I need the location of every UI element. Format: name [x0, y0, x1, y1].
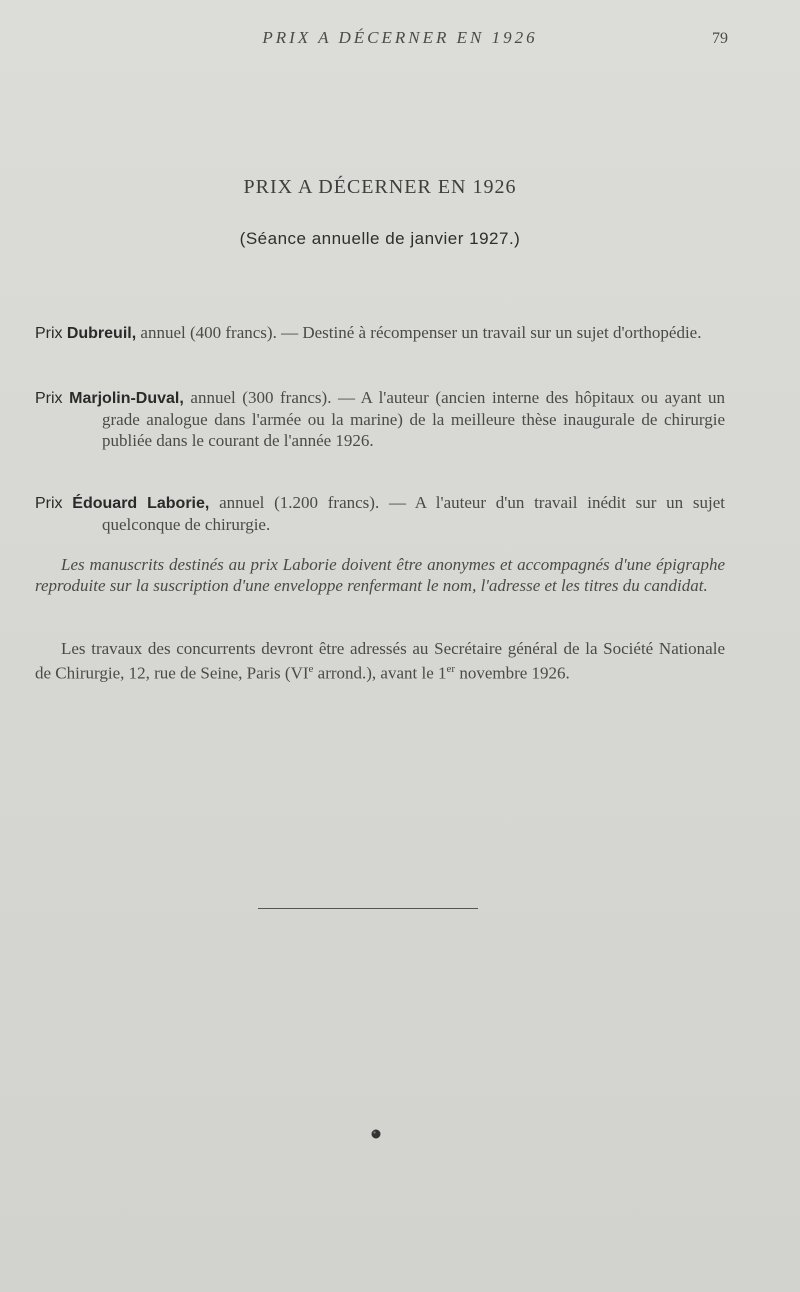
prize-description: annuel (300 francs). — A l'auteur (ancien interne des hôpitaux ou ayant un grade analogue dans l'armée ou la marine) de la meilleure thèse inaugurale de chirurgie publiée dans le courant de l'année 1926.	[102, 388, 726, 450]
prize-dubreuil	[35, 322, 725, 344]
prize-marjolin-duval	[35, 387, 725, 451]
page-subtitle: (Séance annuelle de janvier 1927.)	[239, 229, 521, 248]
closing-text-after: novembre 1926.	[455, 663, 570, 683]
closing-text-middle: arrond.), avant le 1	[313, 663, 447, 683]
section-divider	[258, 908, 478, 909]
prize-name: Édouard Laborie,	[72, 495, 210, 512]
prize-name: Marjolin-Duval,	[69, 390, 184, 407]
prize-prefix: Prix	[35, 495, 63, 512]
submission-instructions	[35, 638, 725, 684]
page-number: 79	[712, 30, 728, 47]
prize-prefix: Prix	[35, 325, 63, 342]
prize-prefix: Prix	[35, 390, 63, 407]
closing-text-before: Les travaux des concurrents devront être adressés au Secrétaire général de la Société Nationale de Chirurgie, 12, rue de Seine, Paris (VI	[35, 639, 725, 683]
closing-superscript-1: e	[308, 663, 314, 675]
closing-superscript-2: er	[446, 663, 456, 675]
prize-description: annuel (400 francs). — Destiné à récompenser un travail sur un sujet d'orthopédie.	[140, 323, 702, 342]
prize-description: annuel (1.200 francs). — A l'auteur d'un travail inédit sur un sujet quelconque de chirurgie.	[102, 493, 726, 534]
ornament-icon	[370, 1128, 382, 1144]
page-title: PRIX A DÉCERNER EN 1926	[243, 176, 517, 198]
prize-edouard-laborie	[35, 492, 725, 535]
laborie-note: Les manuscrits destinés au prix Laborie doivent être anonymes et accompagnés d'une épigraphe reproduite sur la suscription d'une enveloppe renfermant le nom, l'adresse et les titres du candidat.	[35, 555, 725, 595]
prize-name: Dubreuil,	[66, 325, 137, 342]
running-title: PRIX A DÉCERNER EN 1926	[262, 28, 538, 47]
